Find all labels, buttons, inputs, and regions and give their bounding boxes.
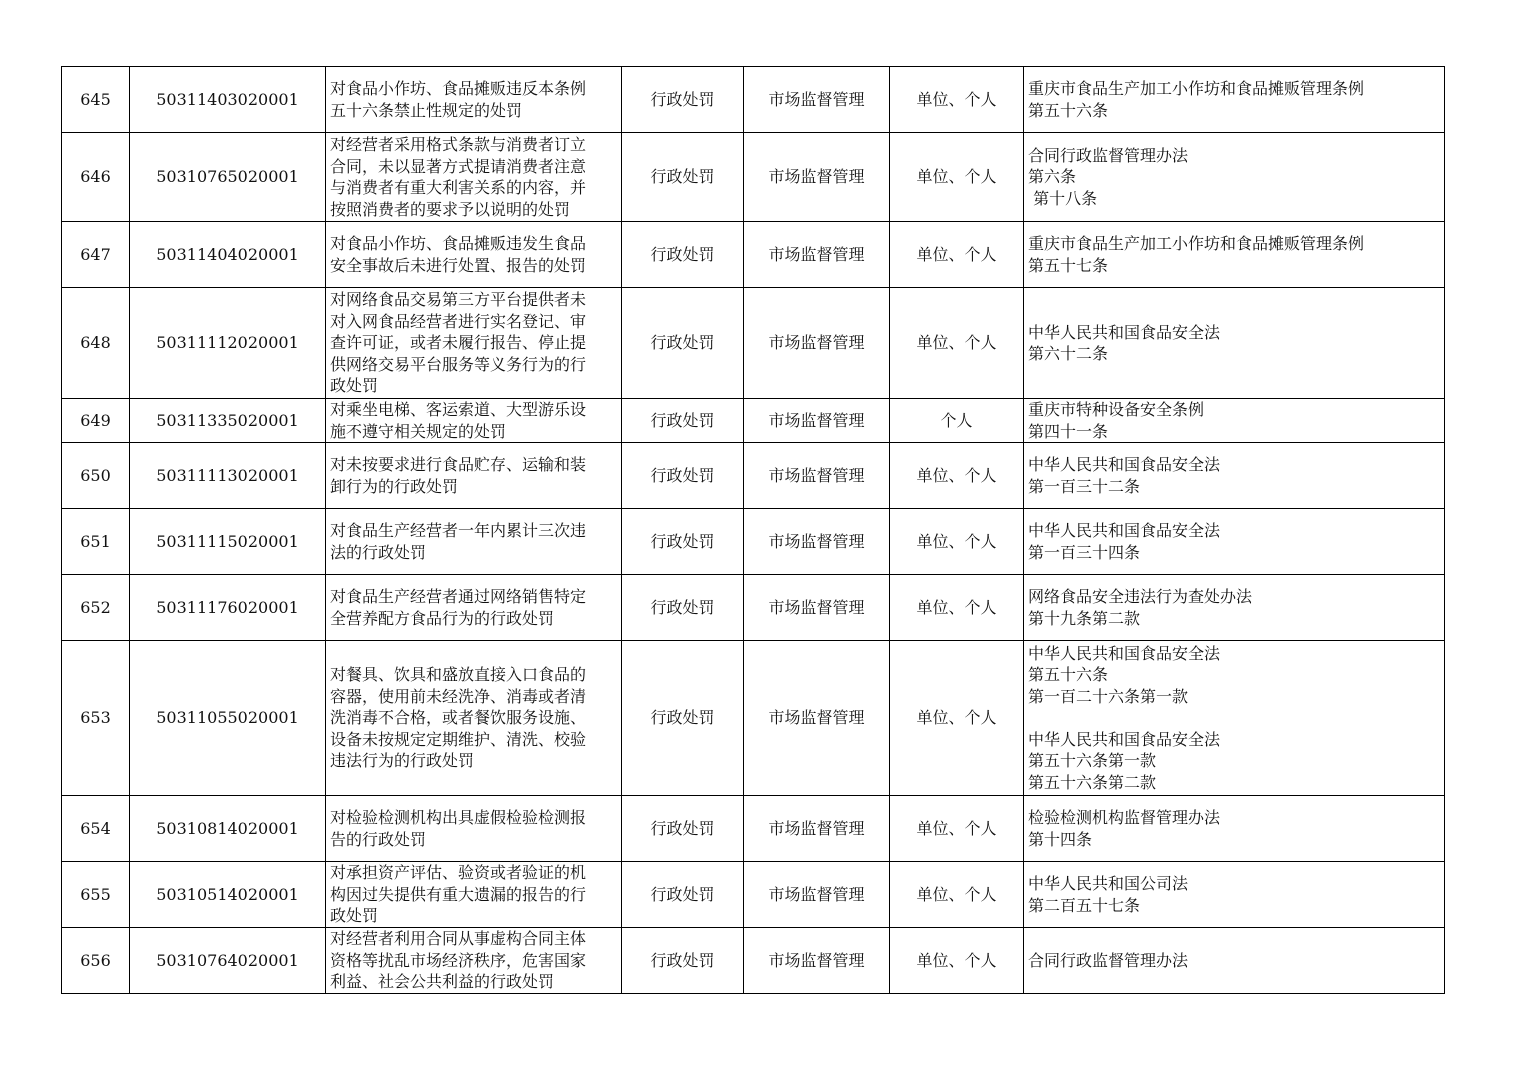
legal-basis-line: 中华人民共和国食品安全法 bbox=[1028, 729, 1221, 749]
legal-basis-line: 中华人民共和国食品安全法 bbox=[1028, 455, 1221, 474]
penalty-matter bbox=[326, 222, 622, 288]
legal-basis-line: 第六十二条 bbox=[1028, 344, 1109, 363]
legal-basis bbox=[1024, 443, 1445, 509]
penalty-matter-line: 资格等扰乱市场经济秩序，危害国家 bbox=[330, 950, 587, 970]
penalty-type: 行政处罚 bbox=[622, 67, 744, 133]
penalty-matter-line: 对未按要求进行食品贮存、运输和装 bbox=[330, 455, 587, 474]
penalty-matter-line: 违法行为的行政处罚 bbox=[330, 751, 475, 771]
penalty-matter bbox=[326, 288, 622, 399]
legal-basis-line: 第一百三十二条 bbox=[1028, 476, 1141, 496]
item-code: 50311115020001 bbox=[130, 509, 326, 575]
row-number: 652 bbox=[62, 575, 130, 641]
penalty-matter bbox=[326, 399, 622, 443]
legal-basis-line: 中华人民共和国食品安全法 bbox=[1028, 521, 1221, 540]
legal-basis-line: 第十四条 bbox=[1028, 829, 1093, 849]
penalty-matter-line: 施不遵守相关规定的处罚 bbox=[330, 421, 507, 441]
department: 市场监督管理 bbox=[744, 443, 890, 509]
penalty-matter-line: 对入网食品经营者进行实名登记、审 bbox=[330, 311, 587, 331]
penalty-matter-line: 查许可证，或者未履行报告、停止提 bbox=[330, 333, 587, 353]
legal-basis-line: 第五十六条第二款 bbox=[1028, 772, 1157, 792]
legal-basis bbox=[1024, 509, 1445, 575]
department: 市场监督管理 bbox=[744, 862, 890, 928]
item-code: 50310814020001 bbox=[130, 796, 326, 862]
table-row bbox=[62, 133, 1445, 222]
penalty-type: 行政处罚 bbox=[622, 222, 744, 288]
legal-basis-line: 检验检测机构监督管理办法 bbox=[1028, 808, 1221, 827]
row-number: 646 bbox=[62, 133, 130, 222]
row-number: 651 bbox=[62, 509, 130, 575]
penalty-matter-line: 告的行政处罚 bbox=[330, 829, 427, 849]
penalty-matter-line: 全营养配方食品行为的行政处罚 bbox=[330, 608, 555, 628]
item-code: 50310765020001 bbox=[130, 133, 326, 222]
legal-basis bbox=[1024, 928, 1445, 994]
target-subject: 个人 bbox=[890, 399, 1024, 443]
penalty-type: 行政处罚 bbox=[622, 133, 744, 222]
legal-basis-line: 第一百三十四条 bbox=[1028, 542, 1141, 562]
penalty-matter-line: 五十六条禁止性规定的处罚 bbox=[330, 100, 523, 120]
penalty-matter-line: 对食品生产经营者一年内累计三次违 bbox=[330, 521, 587, 540]
penalty-matter bbox=[326, 641, 622, 796]
table-row bbox=[62, 288, 1445, 399]
penalty-matter bbox=[326, 443, 622, 509]
penalty-matter-line: 合同，未以显著方式提请消费者注意 bbox=[330, 156, 587, 176]
legal-basis bbox=[1024, 288, 1445, 399]
legal-basis-line: 第四十一条 bbox=[1028, 421, 1109, 441]
item-code: 50311404020001 bbox=[130, 222, 326, 288]
table-row bbox=[62, 67, 1445, 133]
legal-basis-line: 重庆市食品生产加工小作坊和食品摊贩管理条例 bbox=[1028, 79, 1365, 98]
target-subject: 单位、个人 bbox=[890, 443, 1024, 509]
table-row bbox=[62, 443, 1445, 509]
target-subject: 单位、个人 bbox=[890, 509, 1024, 575]
department: 市场监督管理 bbox=[744, 133, 890, 222]
department: 市场监督管理 bbox=[744, 575, 890, 641]
penalty-matter-line: 政处罚 bbox=[330, 906, 379, 926]
legal-basis bbox=[1024, 67, 1445, 133]
penalty-matter bbox=[326, 796, 622, 862]
target-subject: 单位、个人 bbox=[890, 796, 1024, 862]
table-body bbox=[62, 67, 1445, 994]
penalty-matter-line: 与消费者有重大利害关系的内容，并 bbox=[330, 178, 587, 197]
row-number: 649 bbox=[62, 399, 130, 443]
row-number: 648 bbox=[62, 288, 130, 399]
table-row bbox=[62, 575, 1445, 641]
legal-basis-line: 第五十七条 bbox=[1028, 255, 1109, 275]
penalty-matter-line: 对网络食品交易第三方平台提供者未 bbox=[330, 290, 587, 310]
penalty-matter-line: 对承担资产评估、验资或者验证的机 bbox=[330, 863, 587, 883]
legal-basis bbox=[1024, 133, 1445, 222]
department: 市场监督管理 bbox=[744, 928, 890, 994]
department: 市场监督管理 bbox=[744, 509, 890, 575]
penalty-matter bbox=[326, 67, 622, 133]
row-number: 654 bbox=[62, 796, 130, 862]
penalty-matter-line: 对经营者利用合同从事虚构合同主体 bbox=[330, 929, 587, 949]
legal-basis-line bbox=[1028, 707, 1440, 729]
target-subject: 单位、个人 bbox=[890, 862, 1024, 928]
penalty-type: 行政处罚 bbox=[622, 641, 744, 796]
row-number: 647 bbox=[62, 222, 130, 288]
target-subject: 单位、个人 bbox=[890, 928, 1024, 994]
penalty-matter-line: 法的行政处罚 bbox=[330, 542, 427, 562]
penalty-table bbox=[61, 66, 1445, 994]
penalty-matter-line: 容器，使用前未经洗净、消毒或者清 bbox=[330, 686, 587, 706]
target-subject: 单位、个人 bbox=[890, 288, 1024, 399]
table-row bbox=[62, 928, 1445, 994]
penalty-matter-line: 卸行为的行政处罚 bbox=[330, 476, 459, 496]
item-code: 50311113020001 bbox=[130, 443, 326, 509]
penalty-matter-line: 按照消费者的要求予以说明的处罚 bbox=[330, 199, 571, 219]
target-subject: 单位、个人 bbox=[890, 133, 1024, 222]
penalty-matter bbox=[326, 862, 622, 928]
legal-basis-line: 合同行政监督管理办法 bbox=[1028, 145, 1189, 165]
item-code: 50310514020001 bbox=[130, 862, 326, 928]
legal-basis-line: 第十八条 bbox=[1028, 188, 1098, 208]
legal-basis-line: 网络食品安全违法行为查处办法 bbox=[1028, 587, 1253, 606]
legal-basis-line: 中华人民共和国食品安全法 bbox=[1028, 322, 1221, 342]
row-number: 645 bbox=[62, 67, 130, 133]
penalty-matter-line: 对食品小作坊、食品摊贩违发生食品 bbox=[330, 234, 587, 253]
item-code: 50311176020001 bbox=[130, 575, 326, 641]
row-number: 653 bbox=[62, 641, 130, 796]
penalty-type: 行政处罚 bbox=[622, 928, 744, 994]
department: 市场监督管理 bbox=[744, 222, 890, 288]
table-row bbox=[62, 796, 1445, 862]
department: 市场监督管理 bbox=[744, 796, 890, 862]
penalty-matter-line: 政处罚 bbox=[330, 376, 379, 396]
penalty-matter-line: 安全事故后未进行处置、报告的处罚 bbox=[330, 255, 587, 275]
table-row bbox=[62, 222, 1445, 288]
penalty-matter-line: 对检验检测机构出具虚假检验检测报 bbox=[330, 808, 587, 827]
department: 市场监督管理 bbox=[744, 641, 890, 796]
penalty-matter-line: 设备未按规定定期维护、清洗、校验 bbox=[330, 729, 587, 749]
legal-basis bbox=[1024, 641, 1445, 796]
penalty-type: 行政处罚 bbox=[622, 399, 744, 443]
item-code: 50311112020001 bbox=[130, 288, 326, 399]
target-subject: 单位、个人 bbox=[890, 575, 1024, 641]
item-code: 50310764020001 bbox=[130, 928, 326, 994]
legal-basis bbox=[1024, 862, 1445, 928]
legal-basis bbox=[1024, 222, 1445, 288]
legal-basis bbox=[1024, 796, 1445, 862]
legal-basis-line: 中华人民共和国食品安全法 bbox=[1028, 643, 1221, 663]
penalty-type: 行政处罚 bbox=[622, 796, 744, 862]
legal-basis bbox=[1024, 399, 1445, 443]
penalty-matter-line: 对餐具、饮具和盛放直接入口食品的 bbox=[330, 665, 587, 685]
row-number: 655 bbox=[62, 862, 130, 928]
penalty-matter-line: 构因过失提供有重大遗漏的报告的行 bbox=[330, 884, 587, 904]
table-row bbox=[62, 862, 1445, 928]
target-subject: 单位、个人 bbox=[890, 641, 1024, 796]
penalty-matter bbox=[326, 928, 622, 994]
legal-basis-line: 第五十六条第一款 bbox=[1028, 751, 1157, 771]
penalty-type: 行政处罚 bbox=[622, 862, 744, 928]
penalty-matter-line: 对食品生产经营者通过网络销售特定 bbox=[330, 587, 587, 606]
legal-basis-line: 第十九条第二款 bbox=[1028, 608, 1141, 628]
target-subject: 单位、个人 bbox=[890, 67, 1024, 133]
penalty-type: 行政处罚 bbox=[622, 288, 744, 399]
row-number: 650 bbox=[62, 443, 130, 509]
table-row bbox=[62, 399, 1445, 443]
penalty-matter bbox=[326, 509, 622, 575]
penalty-matter bbox=[326, 133, 622, 222]
department: 市场监督管理 bbox=[744, 399, 890, 443]
penalty-type: 行政处罚 bbox=[622, 443, 744, 509]
legal-basis-line: 重庆市食品生产加工小作坊和食品摊贩管理条例 bbox=[1028, 234, 1365, 253]
item-code: 50311055020001 bbox=[130, 641, 326, 796]
item-code: 50311403020001 bbox=[130, 67, 326, 133]
penalty-matter-line: 利益、社会公共利益的行政处罚 bbox=[330, 972, 555, 992]
table-row bbox=[62, 509, 1445, 575]
legal-basis-line: 第六条 bbox=[1028, 167, 1077, 187]
penalty-type: 行政处罚 bbox=[622, 575, 744, 641]
legal-basis-line: 第二百五十七条 bbox=[1028, 895, 1141, 915]
department: 市场监督管理 bbox=[744, 67, 890, 133]
department: 市场监督管理 bbox=[744, 288, 890, 399]
table-row bbox=[62, 641, 1445, 796]
legal-basis-line: 第一百二十六条第一款 bbox=[1028, 686, 1189, 706]
penalty-type: 行政处罚 bbox=[622, 509, 744, 575]
legal-basis-line: 第五十六条 bbox=[1028, 665, 1109, 685]
item-code: 50311335020001 bbox=[130, 399, 326, 443]
legal-basis-line: 中华人民共和国公司法 bbox=[1028, 874, 1189, 893]
row-number: 656 bbox=[62, 928, 130, 994]
legal-basis-line: 合同行政监督管理办法 bbox=[1028, 950, 1189, 970]
penalty-matter-line: 洗消毒不合格，或者餐饮服务设施、 bbox=[330, 708, 587, 728]
penalty-matter-line: 对乘坐电梯、客运索道、大型游乐设 bbox=[330, 400, 587, 419]
legal-basis-line: 重庆市特种设备安全条例 bbox=[1028, 400, 1205, 419]
penalty-matter bbox=[326, 575, 622, 641]
legal-basis bbox=[1024, 575, 1445, 641]
penalty-matter-line: 对食品小作坊、食品摊贩违反本条例 bbox=[330, 79, 587, 98]
penalty-matter-line: 供网络交易平台服务等义务行为的行 bbox=[330, 354, 587, 374]
target-subject: 单位、个人 bbox=[890, 222, 1024, 288]
legal-basis-line: 第五十六条 bbox=[1028, 100, 1109, 120]
penalty-matter-line: 对经营者采用格式条款与消费者订立 bbox=[330, 135, 587, 154]
